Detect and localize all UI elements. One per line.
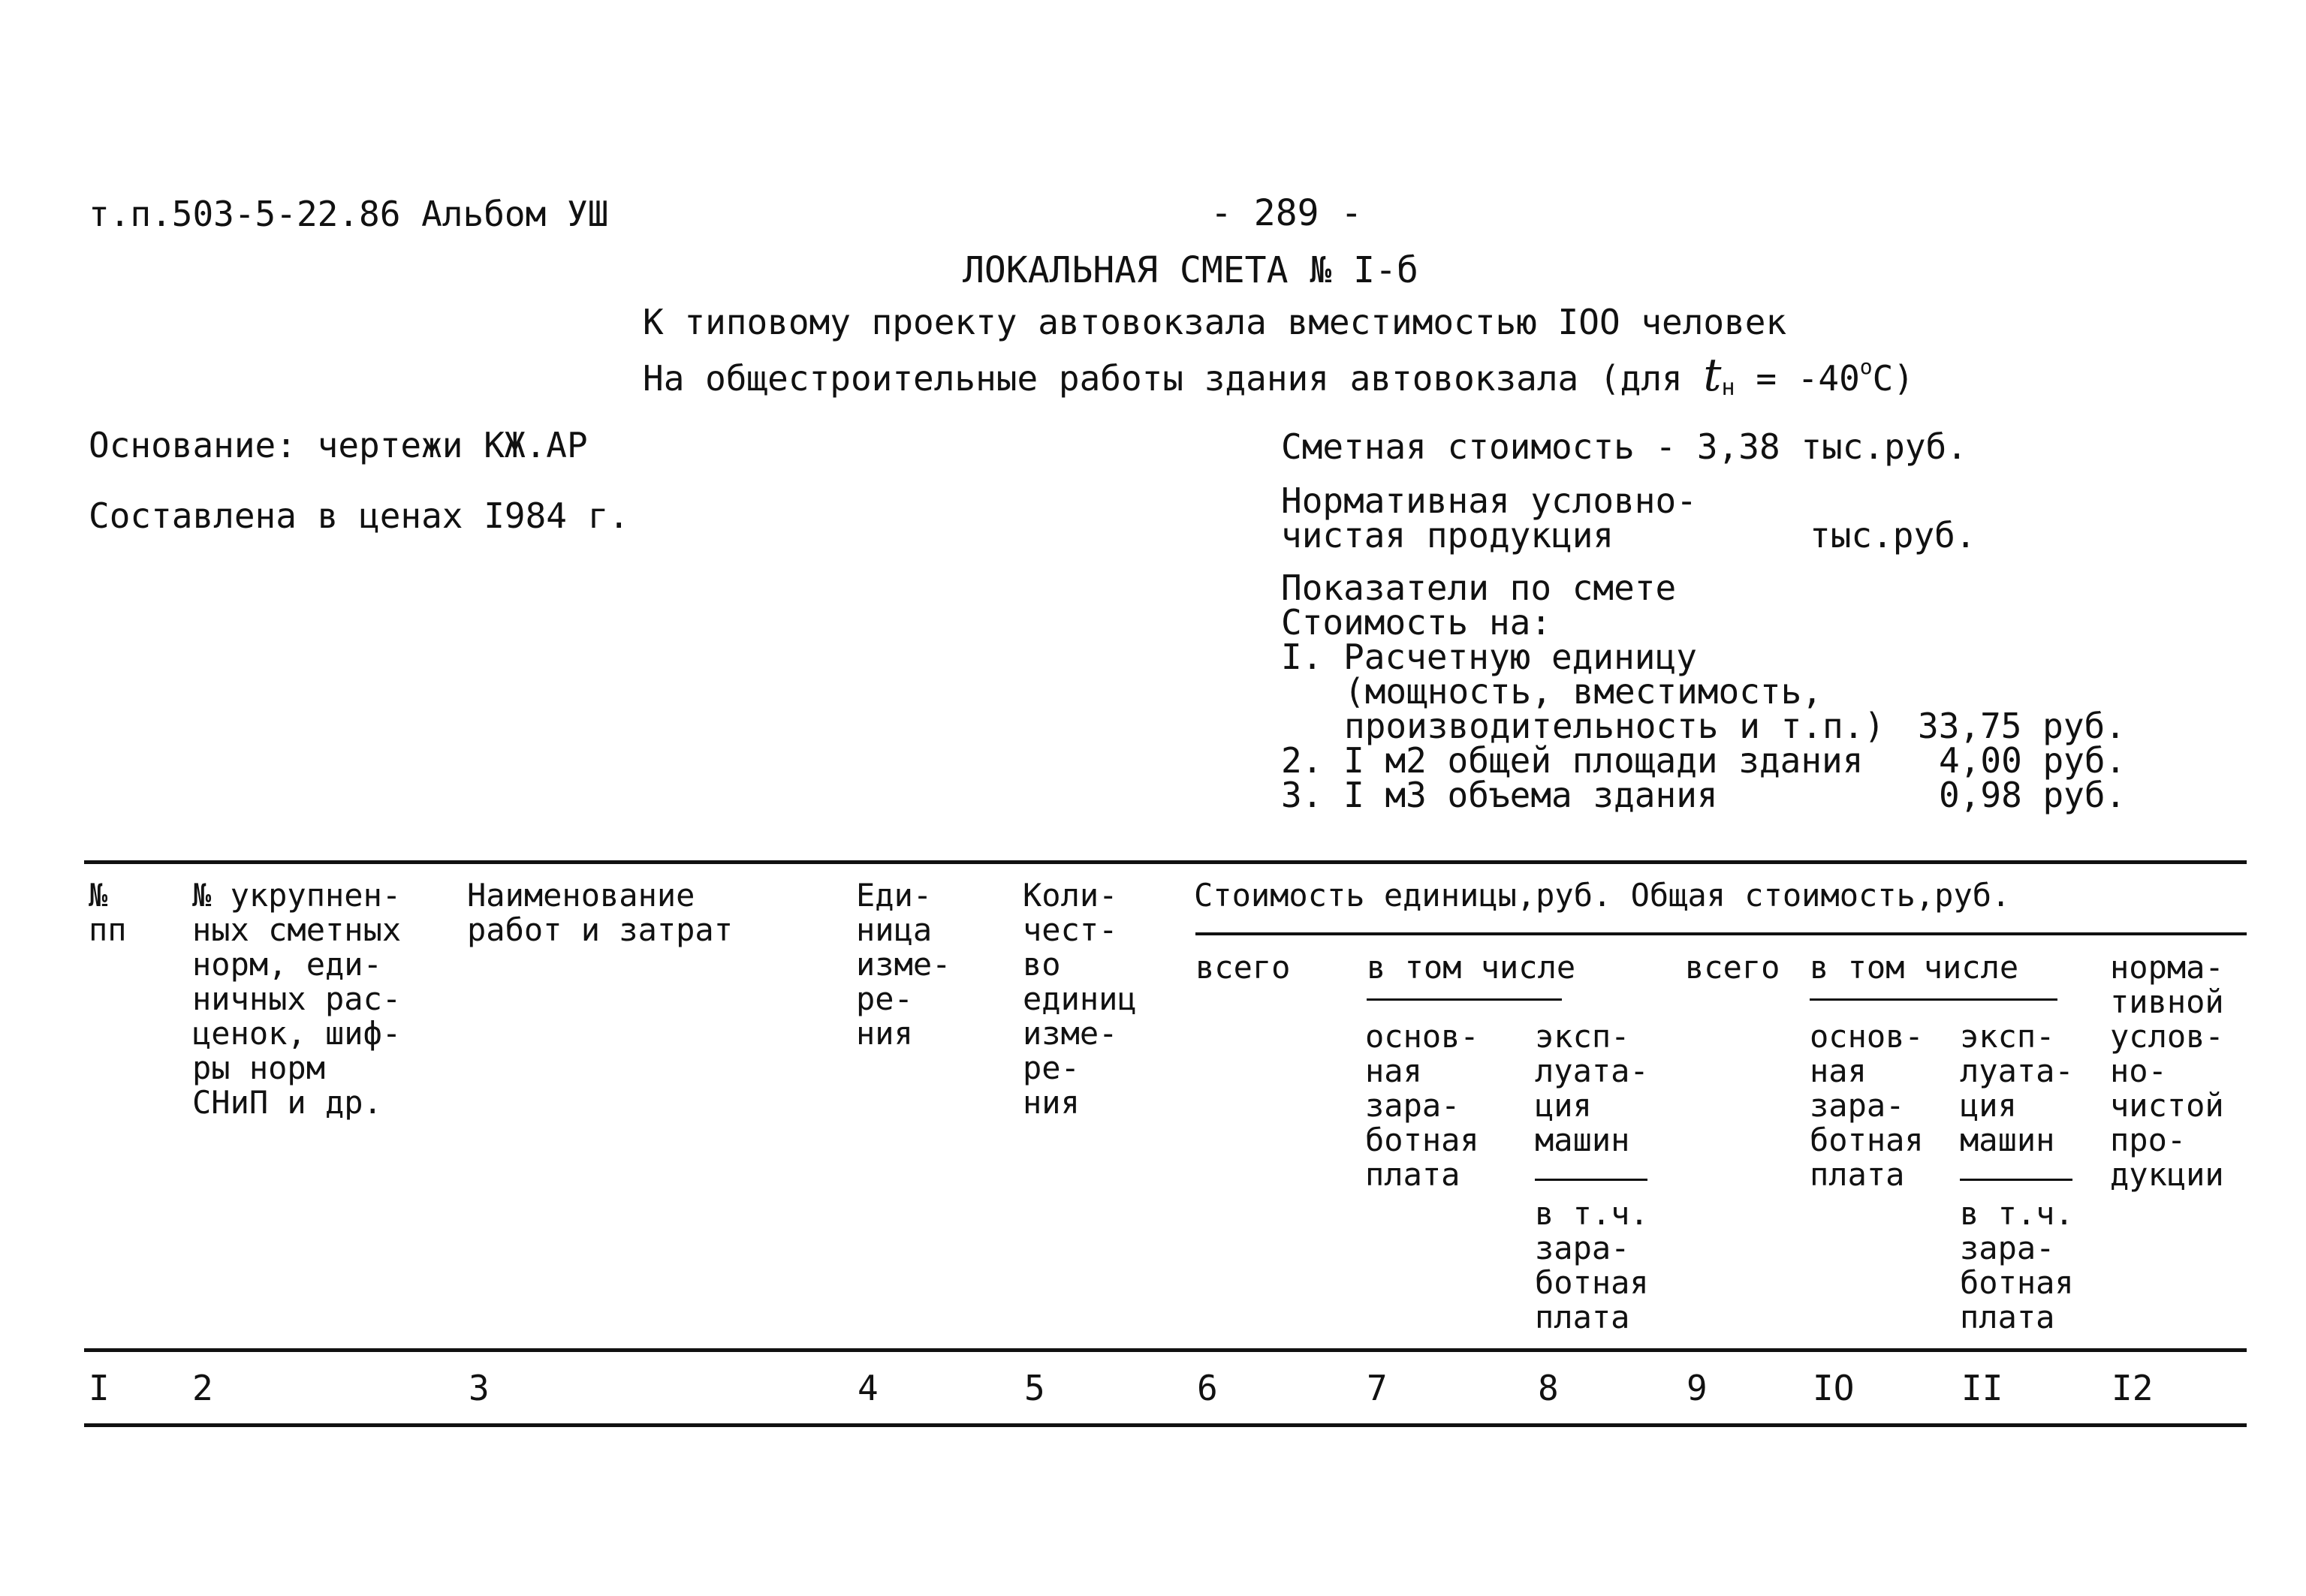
header-bottom-rule	[84, 1348, 2247, 1352]
column-number: 4	[858, 1368, 879, 1408]
unit-cost-total-header: всего	[1195, 949, 1291, 986]
column-number: 2	[192, 1368, 213, 1408]
indicator-1-value: 33,75 руб.	[1918, 706, 2126, 746]
normative-production-header: норма- тивной услов- но- чистой про- дукции	[2110, 949, 2224, 1193]
temperature-symbol: t	[1703, 349, 1722, 402]
cost-group-rule	[1195, 932, 2247, 935]
indicator-1-line-2: (мощность, вместимость,	[1344, 671, 1822, 712]
prices-line: Составлена в ценах I984 г.	[89, 495, 630, 536]
total-cost-wage-header: основ- ная зара- ботная плата	[1810, 1018, 1924, 1193]
column-number: 3	[469, 1368, 490, 1408]
total-incl-rule	[1810, 998, 2057, 1001]
unit-machine-rule	[1535, 1179, 1647, 1181]
page-number: - 289 -	[1210, 192, 1363, 234]
col-unit-header: Еди- ница изме- ре- ния	[856, 877, 951, 1052]
col-norm-code-header: № укрупнен- ных сметных норм, еди- ничных рас- ценок, шиф- ры норм СНиП и др.	[192, 877, 402, 1121]
cost-on-label: Стоимость на:	[1281, 602, 1552, 643]
indicator-3-label: 3. I м3 объема здания	[1281, 775, 1718, 815]
column-number: 9	[1687, 1368, 1708, 1408]
column-number: IO	[1813, 1368, 1855, 1408]
estimate-subtitle-project: К типовому проекту автовокзала вместимостью IOO человек	[643, 302, 1787, 342]
subtitle-works-text: На общестроительные работы здания автовокзала (для	[643, 358, 1683, 399]
total-cost-including-header: в том числе	[1810, 949, 2019, 986]
unit-cost-machine-wage-header: в т.ч. зара- ботная плата	[1535, 1195, 1649, 1336]
total-machine-rule	[1960, 1179, 2072, 1181]
total-cost-machine-wage-header: в т.ч. зара- ботная плата	[1960, 1195, 2074, 1336]
indicator-2-value: 4,00 руб.	[1939, 740, 2127, 781]
document-reference: т.п.503-5-22.86 Альбом УШ	[89, 194, 609, 234]
col-work-name-header: Наименование работ и затрат	[467, 877, 734, 948]
estimate-subtitle-works	[643, 349, 1915, 402]
temperature-subscript: н	[1721, 375, 1735, 401]
unit-cost-including-header: в том числе	[1367, 949, 1576, 986]
total-cost-total-header: всего	[1685, 949, 1780, 986]
col-quantity-header: Коли- чест- во единиц изме- ре- ния	[1023, 877, 1137, 1121]
temperature-unit: С)	[1872, 358, 1915, 399]
column-number: 6	[1197, 1368, 1218, 1408]
indicator-3-value: 0,98 руб.	[1939, 775, 2127, 815]
numbers-bottom-rule	[84, 1423, 2247, 1427]
column-number: 8	[1538, 1368, 1559, 1408]
normative-label-1: Нормативная условно-	[1281, 480, 1697, 521]
column-number: I2	[2112, 1368, 2154, 1408]
estimate-title: ЛОКАЛЬНАЯ СМЕТА № I-б	[963, 249, 1418, 291]
table-top-rule	[84, 860, 2247, 864]
unit-incl-rule	[1367, 998, 1562, 1001]
basis-line: Основание: чертежи КЖ.АР	[89, 425, 588, 465]
col-number-header: № пп	[89, 877, 127, 948]
indicator-2-label: 2. I м2 общей площади здания	[1281, 740, 1864, 781]
column-number: 7	[1367, 1368, 1388, 1408]
unit-cost-wage-header: основ- ная зара- ботная плата	[1365, 1018, 1479, 1193]
cost-group-header: Стоимость единицы,руб. Общая стоимость,руб.	[1194, 877, 2011, 914]
normative-unit: тыс.руб.	[1810, 515, 1976, 556]
indicator-1-line-1: I. Расчетную единицу	[1281, 637, 1697, 677]
indicators-heading: Показатели по смете	[1281, 568, 1677, 608]
column-number: I	[89, 1368, 110, 1408]
total-cost-machine-header: эксп- луата- ция машин	[1960, 1018, 2074, 1158]
column-number: 5	[1024, 1368, 1045, 1408]
indicator-1-line-3: производительность и т.п.)	[1344, 706, 1885, 746]
column-number: II	[1961, 1368, 2003, 1408]
estimated-cost: Сметная стоимость - 3,38 тыс.руб.	[1281, 426, 1967, 467]
temperature-value: = -40	[1756, 358, 1860, 399]
degree-symbol: o	[1859, 354, 1873, 379]
normative-label-2: чистая продукция	[1281, 515, 1614, 556]
unit-cost-machine-header: эксп- луата- ция машин	[1535, 1018, 1649, 1158]
